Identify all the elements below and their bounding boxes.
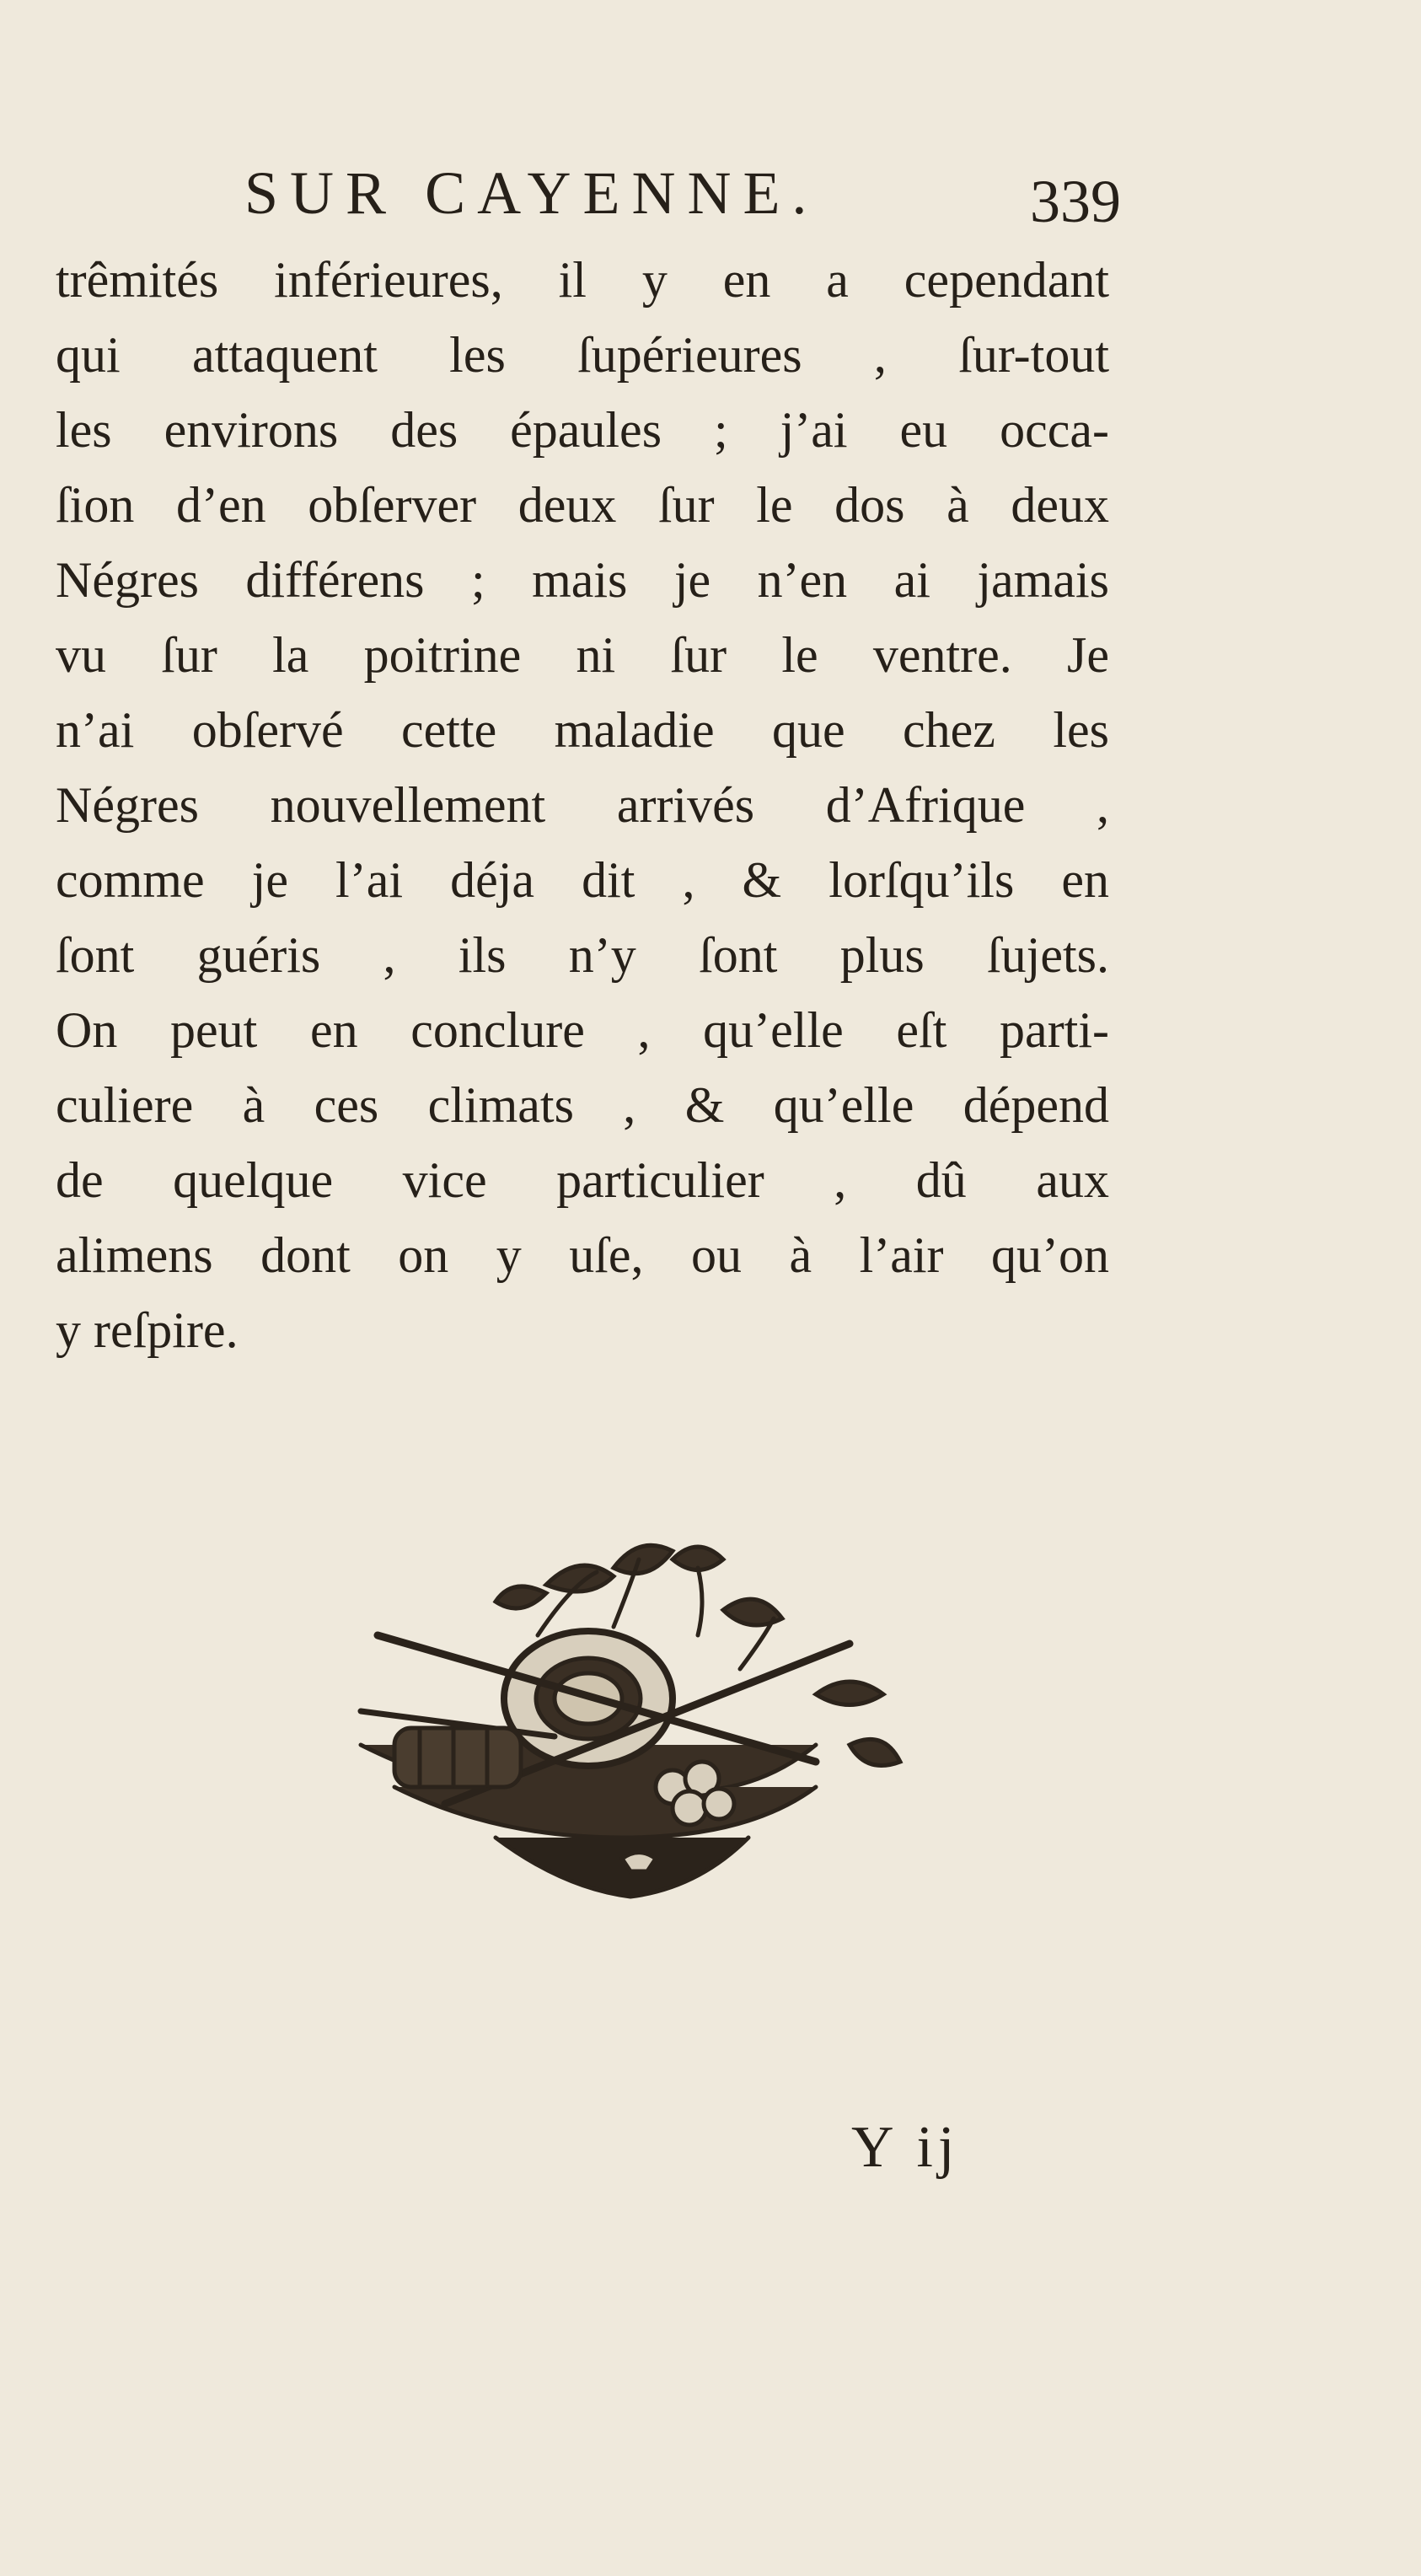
text-line: comme je l’ai déja dit , & lorſqu’ils en xyxy=(56,852,1109,908)
text-line: de quelque vice particulier , dû aux xyxy=(56,1152,1109,1208)
signature-mark: Y ij xyxy=(851,2115,960,2180)
running-title: SUR CAYENNE. xyxy=(244,159,819,227)
text-line: On peut en conclure , qu’elle eſt parti- xyxy=(56,1002,1109,1058)
body-text xyxy=(56,243,1109,1368)
running-header xyxy=(244,158,1121,234)
vignette-svg xyxy=(344,1534,934,1947)
text-line: ſion d’en obſerver deux ſur le dos à deux xyxy=(56,477,1109,533)
text-line: y reſpire. xyxy=(56,1302,239,1358)
text-line: ſont guéris , ils n’y ſont plus ſujets. xyxy=(56,927,1109,983)
text-line: Négres différens ; mais je n’en ai jamais xyxy=(56,552,1109,608)
text-line: culiere à ces climats , & qu’elle dépend xyxy=(56,1077,1109,1133)
text-line: Négres nouvellement arrivés d’Afrique , xyxy=(56,777,1109,833)
text-line: les environs des épaules ; j’ai eu occa- xyxy=(56,402,1109,458)
text-line: alimens dont on y uſe, ou à l’air qu’on xyxy=(56,1227,1109,1283)
trophy-vignette-icon xyxy=(344,1534,934,1947)
text-line: qui attaquent les ſupérieures , ſur-tout xyxy=(56,327,1109,383)
text-line: n’ai obſervé cette maladie que chez les xyxy=(56,702,1109,758)
text-line: trêmités inférieures, il y en a cependant xyxy=(56,252,1109,308)
page-number: 339 xyxy=(1030,168,1121,235)
text-line: vu ſur la poitrine ni ſur le ventre. Je xyxy=(56,627,1109,683)
